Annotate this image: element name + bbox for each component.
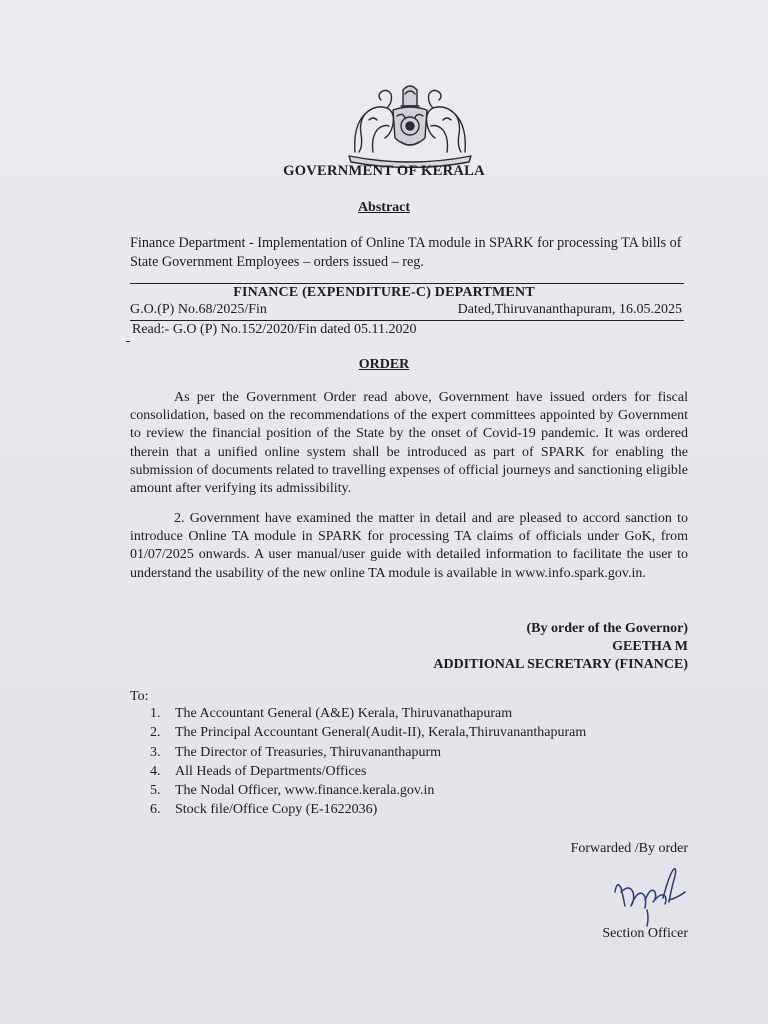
government-title: GOVERNMENT OF KERALA (283, 163, 485, 179)
list-item: 3. The Director of Treasuries, Thiruvananthapurm (150, 744, 442, 760)
abstract-heading: Abstract (357, 200, 411, 215)
signatory-block (433, 620, 688, 674)
order-subject: Finance Department - Implementation of Online TA module in SPARK for processing TA bills of State Government Employees – orders issued – reg. (130, 235, 682, 270)
list-item: 2. The Principal Accountant General(Audit-II), Kerala,Thiruvananthapuram (150, 725, 587, 741)
by-order-line: (By order of the Governor) (526, 621, 688, 636)
signatory-name: GEETHA M (612, 639, 688, 654)
top-divider (130, 283, 684, 284)
list-item: 1. The Accountant General (A&E) Kerala, Thiruvanathapuram (150, 706, 513, 721)
handwritten-signature-icon (607, 862, 699, 930)
recipient-list (150, 704, 586, 820)
order-paragraph-1: As per the Government Order read above, Government have issued orders for fiscal consolidation, based on the recommendations of the expert committees appointed by Government to review the financial position of the State by the onset of Covid-19 pandemic. It was ordered therein that a unified online system shall be introduced as part of SPARK for enabling the submission of documents related to travelling expenses of official journeys and sanctioning eligible amount after verifying its admissibility. (130, 390, 688, 497)
signatory-designation: ADDITIONAL SECRETARY (FINANCE) (433, 657, 688, 672)
section-officer-label: Section Officer (602, 926, 688, 941)
middle-divider (130, 320, 684, 321)
go-date: Dated,Thiruvananthapuram, 16.05.2025 (457, 302, 682, 317)
list-item: 4. All Heads of Departments/Offices (150, 763, 367, 779)
kerala-state-emblem-icon (343, 76, 477, 168)
go-number: G.O.(P) No.68/2025/Fin (130, 302, 267, 317)
order-heading: ORDER (358, 357, 410, 372)
list-item: 5. The Nodal Officer, www.finance.kerala.gov.in (150, 783, 435, 799)
to-label: To: (130, 689, 149, 704)
bottom-divider-stub (126, 341, 130, 342)
list-item: 6. Stock file/Office Copy (E-1622036) (150, 802, 378, 818)
department-heading: FINANCE (EXPENDITURE-C) DEPARTMENT (233, 285, 535, 300)
forwarded-by-order: Forwarded /By order (570, 841, 688, 856)
order-paragraph-2: 2. Government have examined the matter in detail and are pleased to accord sanction to introduce Online TA module in SPARK for processing TA claims of officials under GoK, from 01/07/2025 onwards. A user manual/user guide with detailed information to facilitate the user to understand the usability of the new online TA module is available in www.info.spark.gov.in. (130, 511, 688, 581)
read-reference: Read:- G.O (P) No.152/2020/Fin dated 05.11.2020 (132, 322, 417, 337)
